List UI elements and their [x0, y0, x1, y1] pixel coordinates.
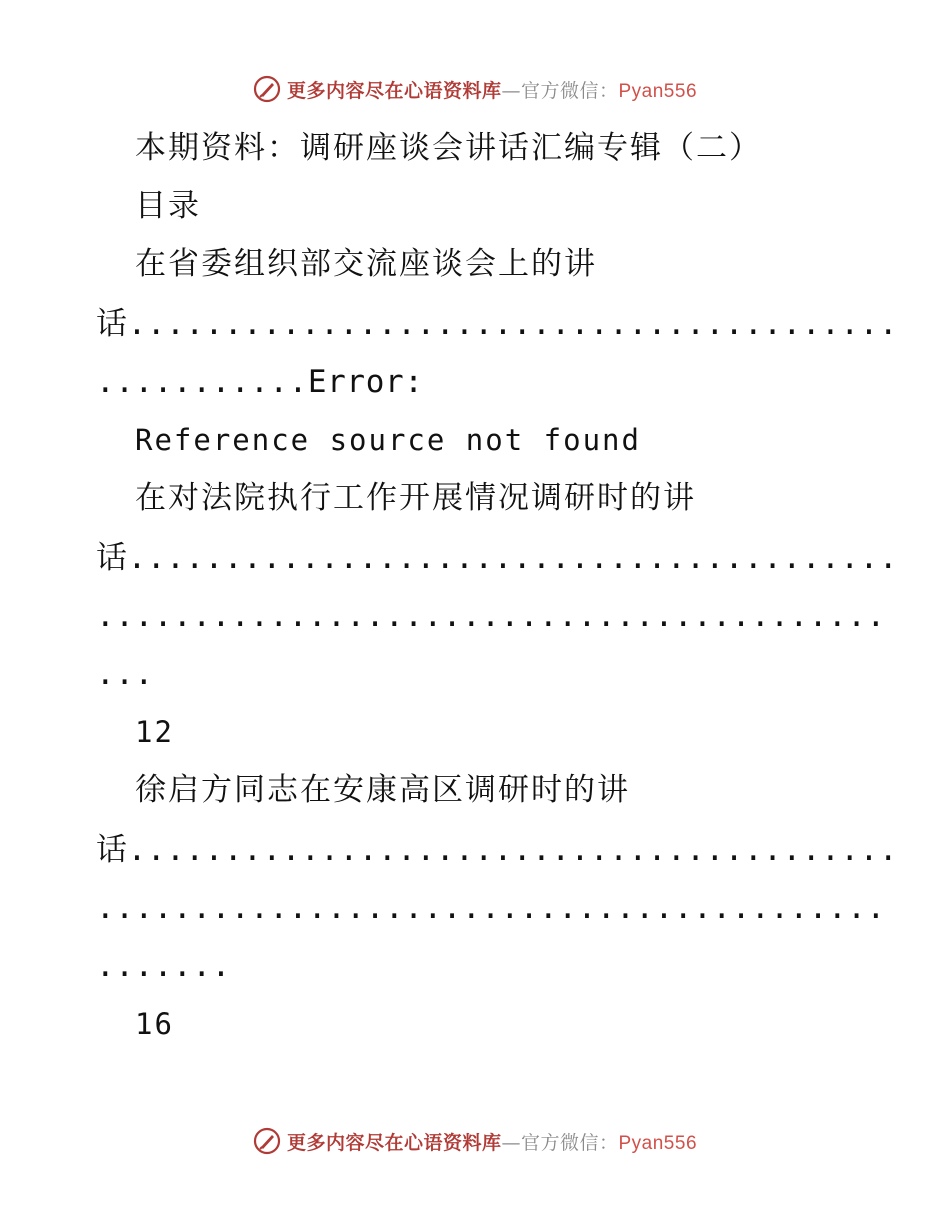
toc-entry-title[interactable]: 在对法院执行工作开展情况调研时的讲: [135, 480, 696, 516]
watermark-text: 更多内容尽在心语资料库—官方微信：Pyan556: [286, 79, 698, 102]
toc-entry-title[interactable]: 徐启方同志在安康高区调研时的讲: [135, 772, 630, 808]
toc-page-number: 12: [135, 715, 174, 749]
footer-watermark: [0, 1124, 950, 1158]
document-title: 本期资料：调研座谈会讲话汇编专辑（二）: [135, 130, 762, 166]
toc-page-number: 16: [135, 1007, 174, 1041]
toc-leader-line: 话........................................: [96, 540, 899, 576]
toc-heading: 目录: [135, 188, 201, 224]
quill-pen-logo-icon: [253, 1127, 281, 1155]
toc-page-reference: Reference source not found: [135, 423, 641, 457]
quill-pen-logo-icon: [253, 75, 281, 103]
watermark-text: 更多内容尽在心语资料库—官方微信：Pyan556: [286, 1131, 698, 1154]
toc-leader-line: .........................................: [96, 890, 886, 926]
toc-leader-line: .......: [96, 948, 231, 984]
toc-leader-line: 话........................................: [96, 832, 899, 868]
header-watermark: [0, 72, 950, 106]
toc-leader-line: .........................................: [96, 598, 886, 634]
toc-leader-line: 话........................................: [96, 306, 899, 342]
toc-entry-title[interactable]: 在省委组织部交流座谈会上的讲: [135, 246, 597, 282]
toc-leader-line: ...: [96, 656, 154, 692]
toc-leader-line: ...........Error:: [96, 364, 424, 400]
